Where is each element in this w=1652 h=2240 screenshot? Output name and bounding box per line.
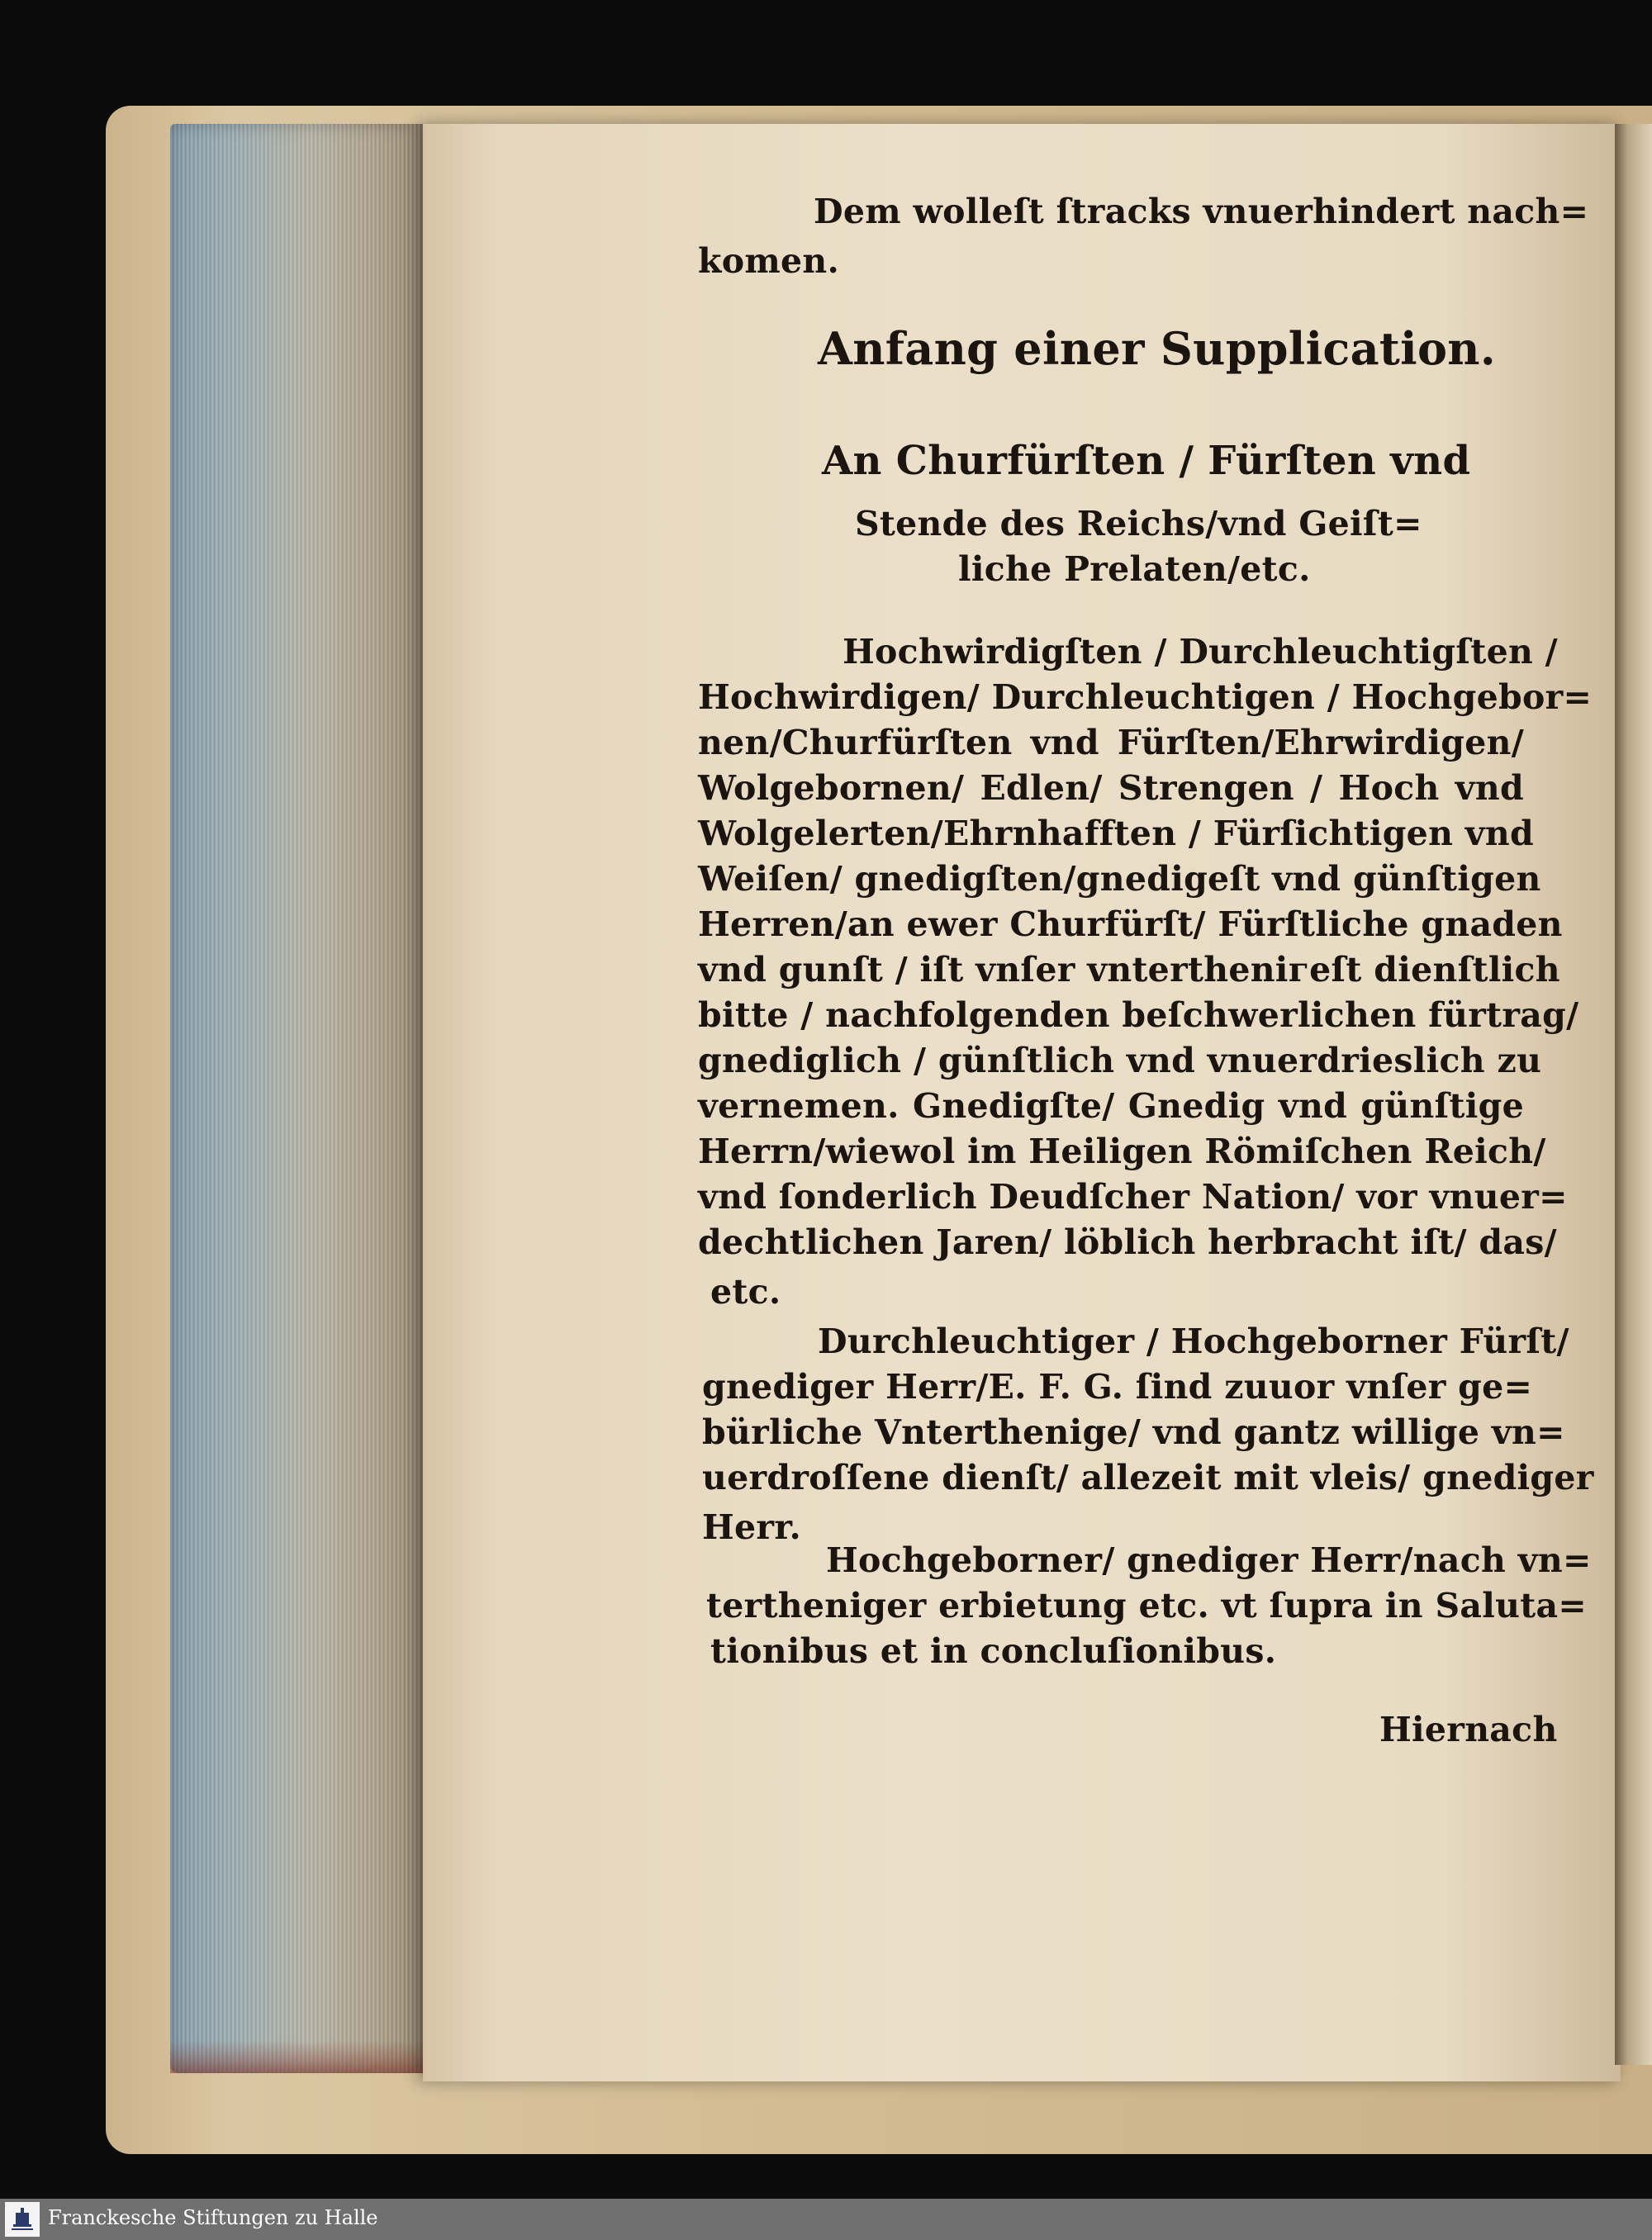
text-line: tertheniger erbietung etc. vt ſupra in Saluta= bbox=[706, 1586, 1587, 1625]
address-heading-line: liche Prelaten/etc. bbox=[958, 549, 1311, 589]
text-line: Wolgebornen/ Edlen/ Strengen / Hoch vnd bbox=[698, 768, 1524, 808]
text-line: Hochgeborner/ gnediger Herr/nach vn= bbox=[826, 1540, 1592, 1580]
text-line: etc. bbox=[710, 1272, 781, 1312]
text-line: bitte / nachfolgenden beſchwerlichen fürtrag/ bbox=[698, 995, 1579, 1035]
section-heading: Anfang einer Supplication. bbox=[818, 322, 1496, 375]
franckesche-stiftungen-logo-icon bbox=[5, 2202, 40, 2237]
text-line: komen. bbox=[698, 241, 840, 281]
text-line: tionibus et in concluſionibus. bbox=[710, 1631, 1277, 1671]
text-line: gnediglich / günſtlich vnd vnuerdrieslich zu bbox=[698, 1041, 1542, 1080]
text-line: Herren/an ewer Churfürſt/ Fürſtliche gnaden bbox=[698, 904, 1563, 944]
text-line: nen/Churfürſten vnd Fürſten/Ehrwirdigen/ bbox=[698, 723, 1524, 762]
text-line: bürliche Vnterthenige/ vnd gantz willige vn= bbox=[702, 1412, 1565, 1452]
text-line: vnd gunſt / iſt vnſer vntertheniгeſt dienſtlich bbox=[698, 950, 1560, 989]
text-line: dechtlichen Jaren/ löblich herbracht iſt/ das/ bbox=[698, 1222, 1557, 1262]
text-line: Weiſen/ gnedigſten/gnedigeſt vnd günſtigen bbox=[698, 859, 1541, 899]
text-line: Herr. bbox=[702, 1507, 802, 1547]
footer-institution-name: Franckesche Stiftungen zu Halle bbox=[48, 2206, 378, 2229]
text-line: vnd ſonderlich Deudſcher Nation/ vor vnuer= bbox=[698, 1177, 1568, 1217]
text-line: vernemen. Gnedigſte/ Gnedig vnd günſtige bbox=[698, 1086, 1524, 1126]
text-line: uerdroſſene dienſt/ allezeit mit vleis/ gnediger bbox=[702, 1458, 1594, 1497]
text-line: Herrn/wiewol im Heiligen Römiſchen Reich/ bbox=[698, 1132, 1546, 1171]
address-heading: An Churfürſten / Fürſten vnd bbox=[822, 438, 1471, 484]
text-line: Durchleuchtiger / Hochgeborner Fürſt/ bbox=[818, 1322, 1569, 1361]
text-line: gnediger Herr/E. F. G. ſind zuuor vnſer ge= bbox=[702, 1367, 1533, 1407]
catchword: Hiernach bbox=[1379, 1710, 1558, 1749]
page-stack-fore-edge bbox=[170, 124, 428, 2073]
text-line: Hochwirdigſten / Durchleuchtigſten / bbox=[843, 632, 1558, 672]
text-line: Hochwirdigen/ Durchleuchtigen / Hochgebor= bbox=[698, 677, 1593, 717]
text-line: Dem wolleſt ſtracks vnuerhindert nach= bbox=[814, 192, 1589, 231]
footer-bar bbox=[0, 2199, 1652, 2240]
text-line: Wolgelerten/Ehrnhafften / Fürſichtigen vnd bbox=[698, 814, 1534, 853]
address-heading-line: Stende des Reichs/vnd Geiſt= bbox=[855, 504, 1422, 543]
adjoining-page-edge bbox=[1615, 124, 1652, 2065]
